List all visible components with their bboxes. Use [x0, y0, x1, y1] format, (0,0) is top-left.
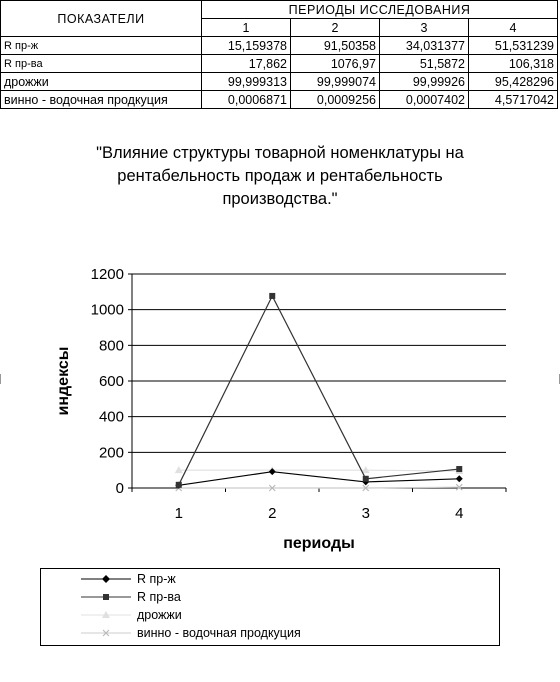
table-cell: 0,0009256	[291, 91, 380, 109]
row-label: R пр-ва	[1, 55, 202, 73]
legend-label: винно - водочная продкуция	[137, 626, 301, 640]
data-point	[269, 468, 276, 475]
period-header: 4	[469, 19, 558, 37]
table-cell: 95,428296	[469, 73, 558, 91]
chart-legend	[40, 568, 500, 646]
series-line	[179, 296, 460, 485]
chart-title-line: производства."	[222, 190, 338, 208]
data-point	[456, 466, 462, 472]
edge-mark	[0, 374, 1, 384]
table-cell: 106,318	[469, 55, 558, 73]
period-header: 3	[380, 19, 469, 37]
chart-title	[40, 142, 520, 211]
period-header: 2	[291, 19, 380, 37]
table-cell: 51,5872	[380, 55, 469, 73]
legend-swatch-triangle	[81, 609, 131, 621]
data-table	[0, 0, 558, 109]
table-cell: 99,99926	[380, 73, 469, 91]
legend-swatch-x	[81, 627, 131, 639]
table-cell: 17,862	[202, 55, 291, 73]
y-tick-label: 600	[98, 373, 124, 390]
y-tick-label: 200	[98, 444, 124, 462]
legend-label: дрожжи	[137, 608, 182, 622]
data-point	[363, 476, 369, 482]
table-cell: 99,999313	[202, 73, 291, 91]
y-tick-label: 1000	[90, 301, 124, 319]
y-tick-label: 800	[98, 337, 124, 355]
legend-label: R пр-ж	[137, 572, 176, 586]
legend-label: R пр-ва	[137, 590, 181, 604]
period-header: 1	[202, 19, 291, 37]
header-periods: ПЕРИОДЫ ИССЛЕДОВАНИЯ	[202, 1, 558, 19]
series-line	[179, 487, 460, 488]
y-axis-label: индексы	[55, 346, 72, 416]
table-cell: 1076,97	[291, 55, 380, 73]
header-indicators: ПОКАЗАТЕЛИ	[1, 1, 202, 37]
table-row	[1, 91, 558, 109]
legend-swatch-diamond	[81, 573, 131, 585]
table-cell: 4,5717042	[469, 91, 558, 109]
row-label: R пр-ж	[1, 37, 202, 55]
data-point	[176, 482, 182, 488]
table-row	[1, 37, 558, 55]
series-line	[179, 470, 460, 471]
chart-title-line: "Влияние структуры товарной номенклатуры на	[96, 144, 464, 162]
table-cell: 51,531239	[469, 37, 558, 55]
x-axis-label: периоды	[283, 535, 355, 552]
y-tick-label: 0	[115, 480, 124, 497]
table-cell: 99,999074	[291, 73, 380, 91]
x-tick-label: 2	[268, 505, 277, 522]
table-cell: 15,159378	[202, 37, 291, 55]
x-tick-label: 1	[174, 505, 183, 522]
row-label: винно - водочная продкуция	[1, 91, 202, 109]
legend-item	[137, 606, 182, 624]
table-cell: 91,50358	[291, 37, 380, 55]
data-point	[456, 475, 463, 482]
chart-title-line: рентабельность продаж и рентабельность	[117, 167, 443, 185]
legend-swatch-square	[81, 591, 131, 603]
table-row	[1, 73, 558, 91]
legend-item	[137, 570, 176, 588]
row-label: дрожжи	[1, 73, 202, 91]
y-tick-label: 400	[98, 408, 124, 426]
table-cell: 34,031377	[380, 37, 469, 55]
x-tick-label: 3	[361, 505, 370, 522]
y-tick-label: 1200	[90, 266, 124, 283]
legend-item	[137, 588, 181, 606]
x-tick-label: 4	[455, 505, 464, 522]
data-point	[269, 293, 275, 299]
legend-item	[137, 624, 301, 642]
table-row	[1, 55, 558, 73]
table-cell: 0,0006871	[202, 91, 291, 109]
table-cell: 0,0007402	[380, 91, 469, 109]
line-chart	[0, 255, 560, 560]
